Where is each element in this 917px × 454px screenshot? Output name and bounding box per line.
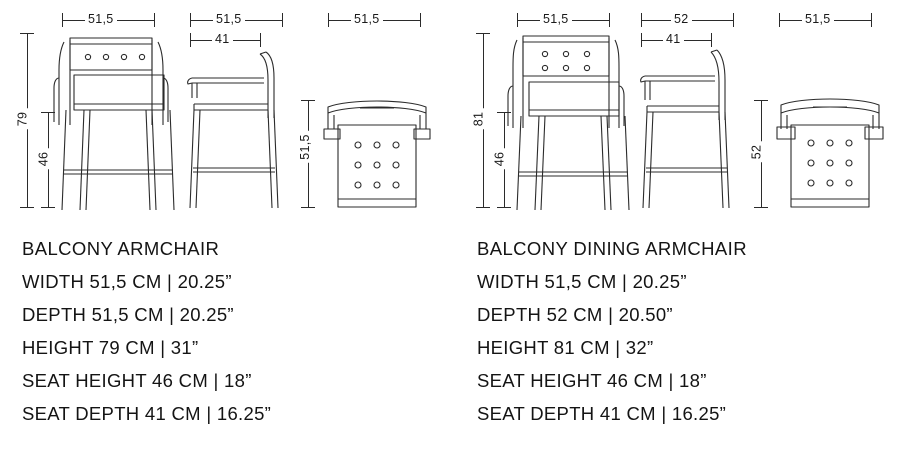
spec-seat-depth: SEAT DEPTH 41 CM | 16.25” (22, 403, 272, 424)
top-view-drawing (318, 95, 436, 213)
spec-height: HEIGHT 81 CM | 32” (477, 337, 654, 358)
drawing-group-left (0, 0, 458, 228)
side-seat-depth-tick-right (711, 33, 712, 47)
spec-height: HEIGHT 79 CM | 31” (22, 337, 199, 358)
front-height-tick-top (476, 33, 490, 34)
spec-seat-height: SEAT HEIGHT 46 CM | 18” (477, 370, 707, 391)
spec-list-left (22, 238, 452, 436)
top-depth-label: 52 (749, 142, 763, 163)
top-width-label: 51,5 (351, 12, 383, 26)
front-width-label: 51,5 (540, 12, 572, 26)
spec-depth: DEPTH 51,5 CM | 20.25” (22, 304, 234, 325)
product-panel-balcony-armchair (0, 0, 458, 454)
front-height-tick-top (20, 33, 34, 34)
side-depth-tick-left (641, 13, 642, 27)
front-width-tick-right (154, 13, 155, 27)
side-depth-tick-left (190, 13, 191, 27)
side-depth-label: 51,5 (213, 12, 245, 26)
spec-depth: DEPTH 52 CM | 20.50” (477, 304, 673, 325)
front-width-tick-right (609, 13, 610, 27)
top-depth-tick-bottom (754, 207, 768, 208)
product-title: BALCONY ARMCHAIR (22, 238, 220, 259)
top-width-tick-right (420, 13, 421, 27)
spec-list-right (477, 238, 907, 436)
top-width-tick-left (328, 13, 329, 27)
side-seat-depth-tick-right (260, 33, 261, 47)
front-seat-height-label: 46 (492, 149, 506, 170)
top-depth-tick-top (301, 100, 315, 101)
front-width-tick-left (517, 13, 518, 27)
side-view-drawing (180, 48, 292, 213)
front-width-label: 51,5 (85, 12, 117, 26)
side-seat-depth-tick-left (641, 33, 642, 47)
top-depth-tick-bottom (301, 207, 315, 208)
front-width-tick-left (62, 13, 63, 27)
top-depth-label: 51,5 (298, 131, 312, 163)
side-depth-label: 52 (671, 12, 692, 26)
side-depth-tick-right (282, 13, 283, 27)
front-height-label: 79 (15, 109, 29, 130)
front-view-drawing (495, 30, 635, 215)
side-seat-depth-label: 41 (663, 32, 684, 46)
spec-seat-height: SEAT HEIGHT 46 CM | 18” (22, 370, 252, 391)
side-seat-depth-label: 41 (212, 32, 233, 46)
top-width-tick-right (871, 13, 872, 27)
product-title: BALCONY DINING ARMCHAIR (477, 238, 747, 259)
top-depth-tick-top (754, 100, 768, 101)
side-depth-tick-right (733, 13, 734, 27)
product-panel-balcony-dining-armchair (459, 0, 917, 454)
front-seat-height-label: 46 (36, 149, 50, 170)
front-view-drawing (40, 30, 180, 215)
top-view-drawing (771, 95, 889, 213)
side-view-drawing (633, 48, 745, 213)
spec-width: WIDTH 51,5 CM | 20.25” (477, 271, 687, 292)
top-width-label: 51,5 (802, 12, 834, 26)
side-seat-depth-tick-left (190, 33, 191, 47)
front-height-tick-bottom (20, 207, 34, 208)
front-height-label: 81 (471, 109, 485, 130)
top-width-tick-left (779, 13, 780, 27)
spec-width: WIDTH 51,5 CM | 20.25” (22, 271, 232, 292)
spec-seat-depth: SEAT DEPTH 41 CM | 16.25” (477, 403, 727, 424)
drawing-group-right (459, 0, 917, 228)
front-height-tick-bottom (476, 207, 490, 208)
